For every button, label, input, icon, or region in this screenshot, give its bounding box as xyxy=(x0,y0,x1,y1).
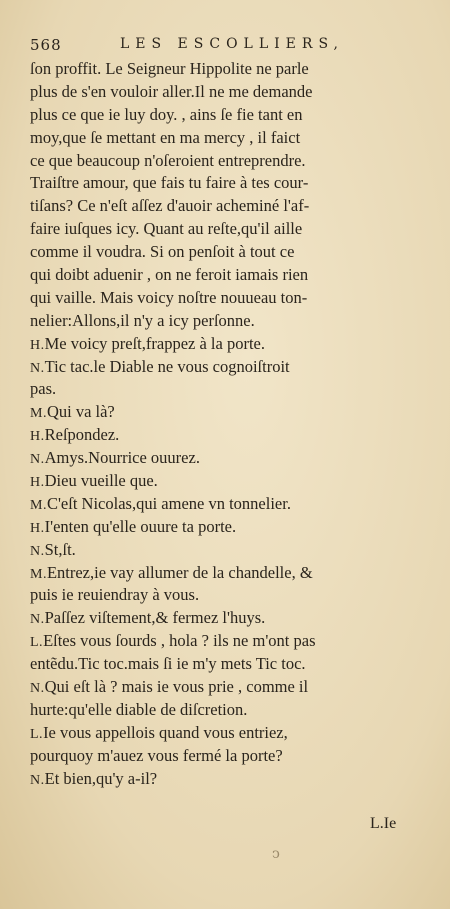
text-line xyxy=(30,470,430,493)
speaker-label: N. xyxy=(30,681,45,697)
line-text: qui doibt aduenir , on ne feroit iamais rien xyxy=(30,265,309,285)
line-text: I'enten qu'elle ouure ta porte. xyxy=(44,516,237,536)
speaker-label: H. xyxy=(30,520,45,536)
text-line xyxy=(30,584,430,607)
text-line xyxy=(30,630,430,653)
text-line xyxy=(30,516,430,539)
text-line xyxy=(30,218,430,241)
line-text: Dieu vueille que. xyxy=(44,471,158,491)
line-text: pas. xyxy=(30,379,57,399)
ornament: ↄ xyxy=(272,846,280,862)
line-text: hurte:qu'elle diable de diſcretion. xyxy=(30,699,248,719)
line-text: Qui eſt là ? mais ie vous prie , comme il xyxy=(44,677,309,697)
speaker-label: M. xyxy=(30,497,47,513)
text-line xyxy=(30,356,430,379)
text-line xyxy=(30,287,430,310)
text-line xyxy=(30,722,430,745)
line-text: Eſtes vous ſourds , hola ? ils ne m'ont pas xyxy=(43,631,316,651)
speaker-label: N. xyxy=(30,543,45,559)
catchword: L.Ie xyxy=(370,815,397,832)
line-text: tiſans? Ce n'eſt aſſez d'auoir acheminé l'af- xyxy=(30,196,310,216)
text-line xyxy=(30,562,430,585)
text-line xyxy=(30,58,430,81)
text-line xyxy=(30,150,430,173)
line-text: nelier:Allons,il n'y a icy perſonne. xyxy=(30,310,255,330)
line-text: ce que beaucoup n'oſeroient entreprendre. xyxy=(30,150,306,170)
text-line xyxy=(30,333,430,356)
line-text: entẽdu.Tic toc.mais ſi ie m'y mets Tic toc. xyxy=(30,654,306,674)
page-number: 568 xyxy=(30,36,62,54)
line-text: Me voicy preſt,frappez à la porte. xyxy=(44,333,265,353)
line-text: puis ie reuiendray à vous. xyxy=(30,585,200,605)
line-text: Reſpondez. xyxy=(44,425,120,445)
speaker-label: N. xyxy=(30,452,45,468)
line-text: St,ſt. xyxy=(44,539,76,559)
page-header xyxy=(30,36,430,58)
text-line xyxy=(30,607,430,630)
line-text: Amys.Nourrice ouurez. xyxy=(44,448,200,468)
speaker-label: L. xyxy=(30,726,44,742)
text-line xyxy=(30,378,430,401)
speaker-label: H. xyxy=(30,475,45,491)
text-line xyxy=(30,493,430,516)
text-line xyxy=(30,195,430,218)
line-text: pourquoy m'auez vous fermé la porte? xyxy=(30,745,283,765)
text-block xyxy=(30,58,430,791)
speaker-label: H. xyxy=(30,429,45,445)
running-title: LES ESCOLLIERS, xyxy=(120,36,344,52)
line-text: Entrez,ie vay allumer de la chandelle, & xyxy=(46,562,313,582)
line-text: plus de s'en vouloir aller.Il ne me demande xyxy=(30,81,313,101)
text-line xyxy=(30,424,430,447)
line-text: comme il voudra. Si on penſoit à tout ce xyxy=(30,242,295,262)
text-line xyxy=(30,310,430,333)
speaker-label: N. xyxy=(30,612,45,628)
speaker-label: H. xyxy=(30,337,45,353)
line-text: Et bien,qu'y a-il? xyxy=(44,768,158,788)
line-text: Qui va là? xyxy=(46,402,115,422)
line-text: moy,que ſe mettant en ma mercy , il faict xyxy=(30,127,301,147)
line-text: Ie vous appellois quand vous entriez, xyxy=(43,722,288,742)
text-line xyxy=(30,539,430,562)
text-line xyxy=(30,676,430,699)
line-text: Paſſez viſtement,& fermez l'huys. xyxy=(44,608,266,628)
line-text: ſon proffit. Le Seigneur Hippolite ne parle xyxy=(30,59,309,78)
speaker-label: N. xyxy=(30,772,45,788)
text-line xyxy=(30,401,430,424)
speaker-label: N. xyxy=(30,360,45,376)
text-line xyxy=(30,264,430,287)
speaker-label: L. xyxy=(30,635,44,651)
speaker-label: M. xyxy=(30,406,47,422)
text-line xyxy=(30,699,430,722)
speaker-label: M. xyxy=(30,566,47,582)
line-text: Tic tac.le Diable ne vous cognoiſtroit xyxy=(44,356,290,376)
text-line xyxy=(30,241,430,264)
line-text: Traiſtre amour, que fais tu faire à tes cour- xyxy=(30,173,309,193)
line-text: faire iuſques icy. Quant au reſte,qu'il aille xyxy=(30,219,303,239)
text-line xyxy=(30,104,430,127)
line-text: plus ce que ie luy doy. , ains ſe fie tant en xyxy=(30,104,303,124)
text-line xyxy=(30,81,430,104)
text-line xyxy=(30,172,430,195)
text-line xyxy=(30,653,430,676)
text-line xyxy=(30,768,430,791)
text-line xyxy=(30,745,430,768)
text-line xyxy=(30,127,430,150)
text-line xyxy=(30,447,430,470)
line-text: qui vaille. Mais voicy noſtre nouueau ton- xyxy=(30,287,308,307)
line-text: C'eſt Nicolas,qui amene vn tonnelier. xyxy=(46,493,291,513)
